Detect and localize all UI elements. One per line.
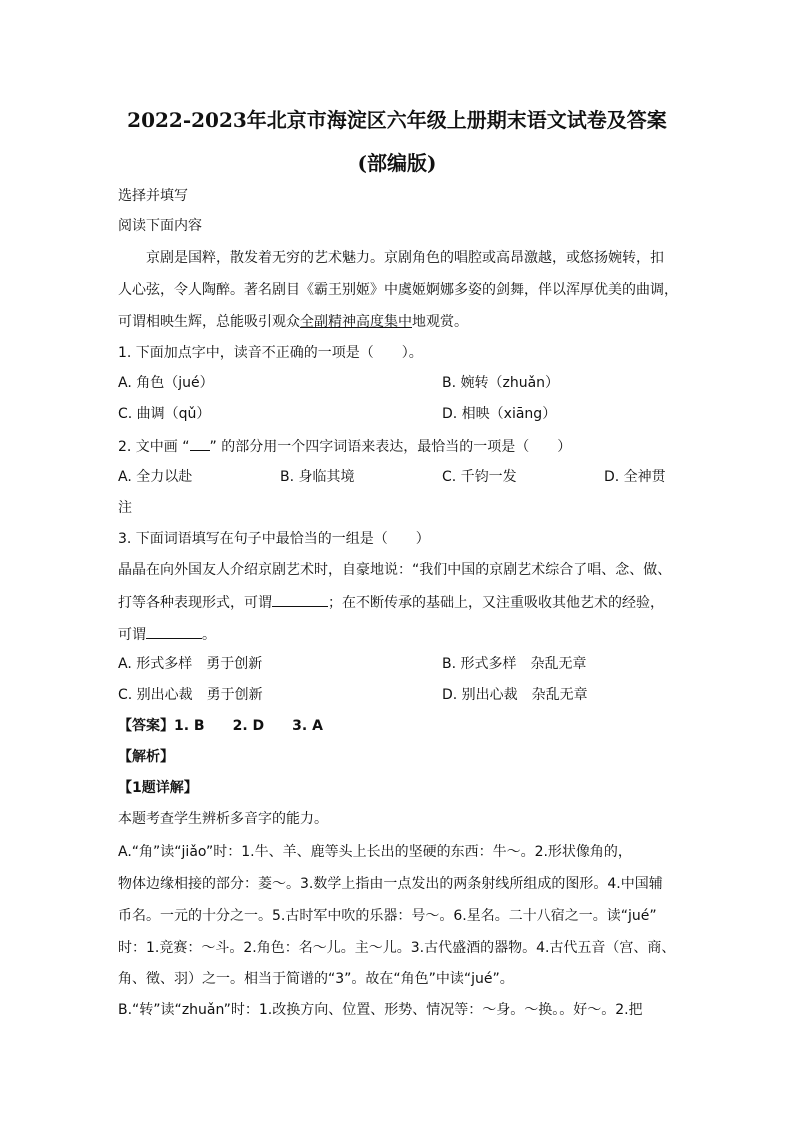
q3-option-c: C. 别出心裁 勇于创新: [118, 687, 263, 703]
section-heading: 选择并填写: [118, 188, 188, 204]
q2-stem-text: 2. 文中画 “: [118, 439, 190, 455]
q3-option-b: B. 形式多样 杂乱无章: [442, 656, 587, 672]
q2-option-c: C. 千钧一发: [442, 469, 517, 485]
underlined-phrase: 全副精神高度集中: [300, 314, 412, 330]
document-title: 2022-2023年北京市海淀区六年级上册期末语文试卷及答案: [127, 108, 667, 132]
q3-text: 可谓: [118, 627, 146, 643]
passage-line: 京剧是国粹，散发着无穷的艺术魅力。京剧角色的唱腔或高昂激越，或悠扬婉转，扣: [146, 250, 664, 266]
passage-line: 人心弦，令人陶醉。著名剧目《霸王别姬》中虞姬婀娜多姿的剑舞，伴以浑厚优美的曲调，: [118, 282, 678, 298]
explanation-line: 角、徵、羽）之一。相当于简谱的“3”。故在“角色”中读“jué”。: [118, 971, 514, 987]
intro-text: 阅读下面内容: [118, 218, 202, 234]
q2-option-d: D. 全神贯: [604, 469, 666, 485]
explanation-line: 本题考查学生辨析多音字的能力。: [118, 811, 328, 827]
fill-blank: [146, 624, 202, 639]
explanation-line: 物体边缘相接的部分：菱～。3.数学上指由一点发出的两条射线所组成的图形。4.中国辅: [118, 876, 663, 892]
analysis-heading: 【解析】: [118, 749, 174, 765]
q2-option-b: B. 身临其境: [280, 469, 355, 485]
q3-text: 。: [202, 627, 216, 643]
q1-option-b: B. 婉转（zhuǎn）: [442, 375, 560, 391]
q1-option-a: A. 角色（jué）: [118, 375, 214, 391]
q3-text: ；在不断传承的基础上，又注重吸收其他艺术的经验，: [328, 595, 664, 611]
fill-blank: [272, 592, 328, 607]
answer-line: 【答案】1. B 2. D 3. A: [118, 718, 323, 734]
q1-option-c: C. 曲调（qǔ）: [118, 406, 211, 422]
question-3-stem: 3. 下面词语填写在句子中最恰当的一组是（ ）: [118, 531, 430, 547]
q2-option-d-continued: 注: [118, 500, 132, 516]
question-2-stem: [118, 436, 571, 457]
passage-text: 地观赏。: [412, 314, 468, 330]
q3-sentence-line: [118, 624, 216, 645]
q1-option-d: D. 相映（xiāng）: [442, 406, 557, 422]
detail-heading: 【1题详解】: [118, 780, 198, 796]
q3-sentence-line: 晶晶在向外国友人介绍京剧艺术时，自豪地说：“我们中国的京剧艺术综合了唱、念、做、: [118, 562, 672, 578]
q2-option-a: A. 全力以赴: [118, 469, 193, 485]
document-subtitle: (部编版): [357, 151, 437, 175]
passage-line: [118, 312, 468, 332]
q3-option-d: D. 别出心裁 杂乱无章: [442, 687, 588, 703]
explanation-line: 币名。一元的十分之一。5.古时军中吹的乐器：号～。6.星名。二十八宿之一。读“jué”: [118, 908, 657, 924]
q3-text: 打等各种表现形式，可谓: [118, 595, 272, 611]
q2-stem-text: ” 的部分用一个四字词语来表达，最恰当的一项是（ ）: [209, 439, 572, 455]
question-1-stem: 1. 下面加点字中，读音不正确的一项是（ ）。: [118, 345, 423, 361]
passage-text: 可谓相映生辉，总能吸引观众: [118, 314, 300, 330]
explanation-line: A.“角”读“jiǎo”时：1.牛、羊、鹿等头上长出的坚硬的东西：牛～。2.形状像角的，: [118, 844, 632, 860]
underline-mark: [190, 436, 210, 451]
explanation-line: B.“转”读“zhuǎn”时：1.改换方向、位置、形势、情况等：～身。～换。。好～。2.把: [118, 1002, 643, 1018]
q3-sentence-line: [118, 592, 664, 613]
q3-option-a: A. 形式多样 勇于创新: [118, 656, 263, 672]
explanation-line: 时：1.竞赛：～斗。2.角色：名～儿。主～儿。3.古代盛酒的器物。4.古代五音（宫、商、: [118, 940, 676, 956]
